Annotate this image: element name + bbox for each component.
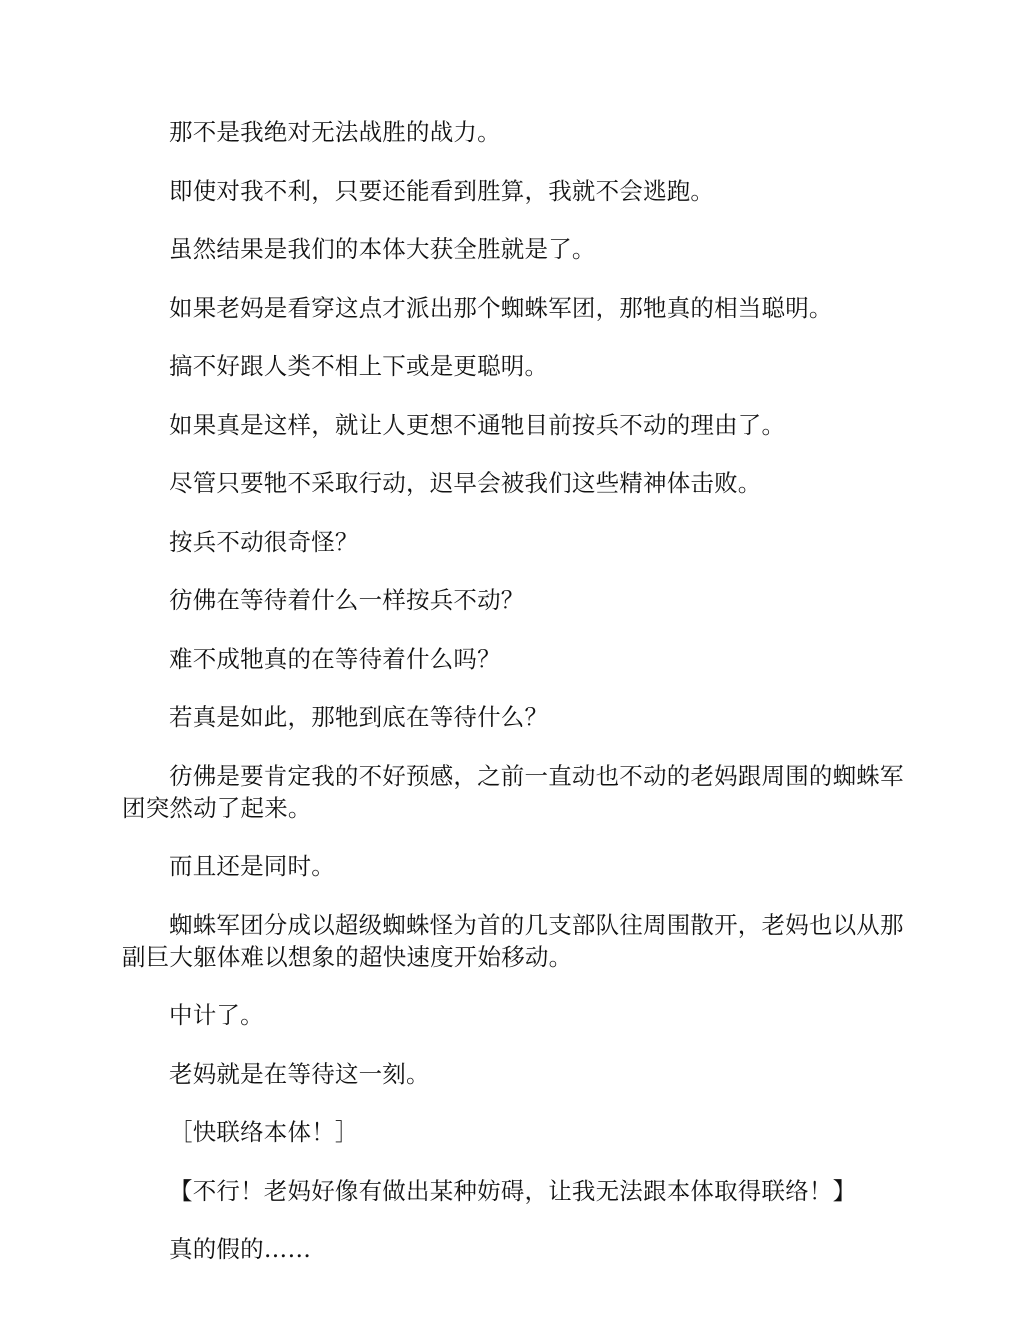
paragraph: 那不是我绝对无法战胜的战力。 (169, 118, 501, 146)
paragraph: 尽管只要牠不采取行动，迟早会被我们这些精神体击败。 (169, 469, 762, 497)
paragraph: 老妈就是在等待这一刻。 (169, 1059, 430, 1088)
paragraph: 中计了。 (169, 1001, 264, 1029)
paragraph: 虽然结果是我们的本体大获全胜就是了。 (169, 235, 596, 263)
paragraph: 如果老妈是看穿这点才派出那个蜘蛛军团，那牠真的相当聪明。 (169, 293, 833, 322)
paragraph: 彷佛是要肯定我的不好预感，之前一直动也不动的老妈跟周围的蜘蛛军团突然动了起来。 (122, 761, 904, 822)
paragraph: 彷佛在等待着什么一样按兵不动？ (169, 586, 525, 614)
paragraph: 若真是如此，那牠到底在等待什么？ (169, 703, 549, 731)
paragraph: 真的假的…… (169, 1235, 312, 1263)
paragraph: 如果真是这样，就让人更想不通牠目前按兵不动的理由了。 (169, 410, 786, 439)
paragraph: 而且还是同时。 (169, 852, 335, 880)
paragraph: 搞不好跟人类不相上下或是更聪明。 (169, 352, 549, 380)
document-body (122, 116, 906, 1292)
paragraph: 【不行！老妈好像有做出某种妨碍，让我无法跟本体取得联络！】 (169, 1176, 857, 1205)
paragraph: 按兵不动很奇怪？ (169, 527, 359, 556)
paragraph: 难不成牠真的在等待着什么吗？ (169, 644, 501, 673)
paragraph: ［快联络本体！］ (169, 1118, 359, 1146)
paragraph: 蜘蛛军团分成以超级蜘蛛怪为首的几支部队往周围散开，老妈也以从那副巨大躯体难以想象的超快速度开始移动。 (122, 910, 904, 971)
paragraph: 即使对我不利，只要还能看到胜算，我就不会逃跑。 (169, 176, 715, 205)
